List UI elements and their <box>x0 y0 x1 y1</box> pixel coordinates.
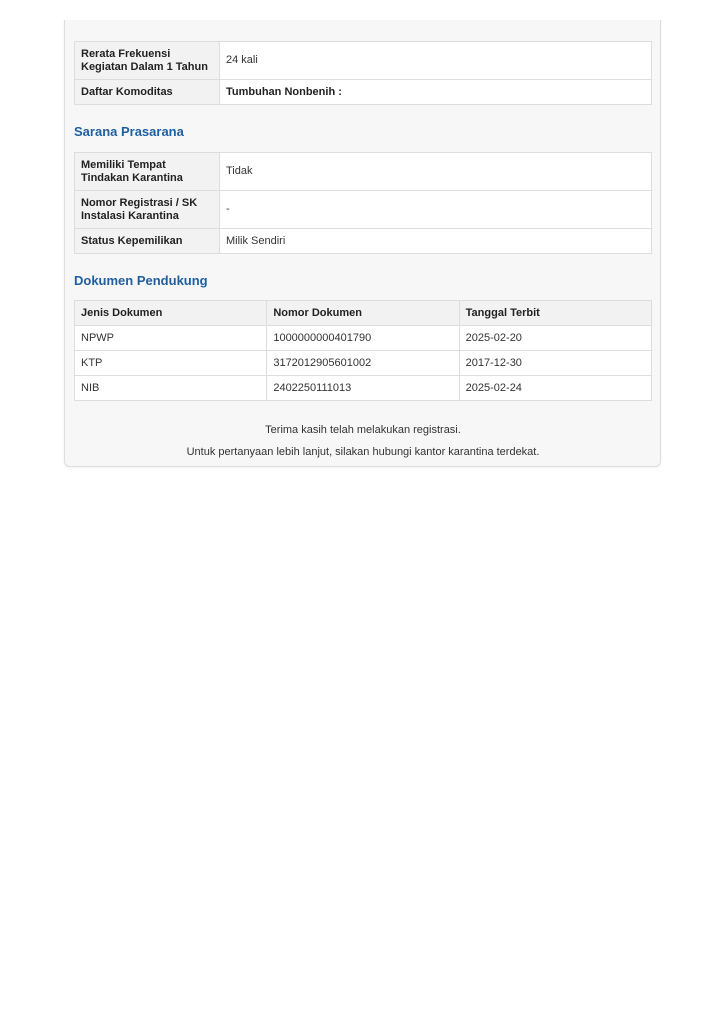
column-header: Jenis Dokumen <box>75 301 267 326</box>
registration-card <box>64 20 661 467</box>
table-row <box>75 80 652 105</box>
table-cell: 2025-02-24 <box>459 376 651 401</box>
dokumen-table <box>74 300 652 401</box>
table-cell: 3172012905601002 <box>267 351 459 376</box>
table-cell: 1000000000401790 <box>267 326 459 351</box>
section-title-dokumen: Dokumen Pendukung <box>74 273 208 288</box>
kegiatan-table <box>74 41 652 105</box>
table-cell: KTP <box>75 351 267 376</box>
table-cell: 2402250111013 <box>267 376 459 401</box>
card-content <box>74 41 652 461</box>
field-value: Tidak <box>220 153 652 191</box>
field-label: Memiliki Tempat Tindakan Karantina <box>75 153 220 191</box>
footer-note <box>74 422 652 461</box>
table-cell: 2017-12-30 <box>459 351 651 376</box>
table-row <box>75 153 652 191</box>
footer-line: Untuk pertanyaan lebih lanjut, silakan hubungi kantor karantina terdekat. <box>186 446 540 458</box>
table-row <box>75 376 652 401</box>
field-label: Nomor Registrasi / SK Instalasi Karantina <box>75 191 220 229</box>
footer-line: Terima kasih telah melakukan registrasi. <box>265 424 461 436</box>
table-row <box>75 191 652 229</box>
field-value: Tumbuhan Nonbenih : <box>220 80 652 105</box>
column-header: Tanggal Terbit <box>459 301 651 326</box>
field-value: - <box>220 191 652 229</box>
table-cell: 2025-02-20 <box>459 326 651 351</box>
field-label: Rerata Frekuensi Kegiatan Dalam 1 Tahun <box>75 42 220 80</box>
table-header-row <box>75 301 652 326</box>
sarana-table <box>74 152 652 254</box>
table-row <box>75 42 652 80</box>
table-cell: NPWP <box>75 326 267 351</box>
field-label: Status Kepemilikan <box>75 229 220 254</box>
table-row <box>75 351 652 376</box>
table-cell: NIB <box>75 376 267 401</box>
column-header: Nomor Dokumen <box>267 301 459 326</box>
field-label: Daftar Komoditas <box>75 80 220 105</box>
table-row <box>75 229 652 254</box>
section-title-sarana: Sarana Prasarana <box>74 124 184 139</box>
field-value: Milik Sendiri <box>220 229 652 254</box>
table-row <box>75 326 652 351</box>
field-value: 24 kali <box>220 42 652 80</box>
